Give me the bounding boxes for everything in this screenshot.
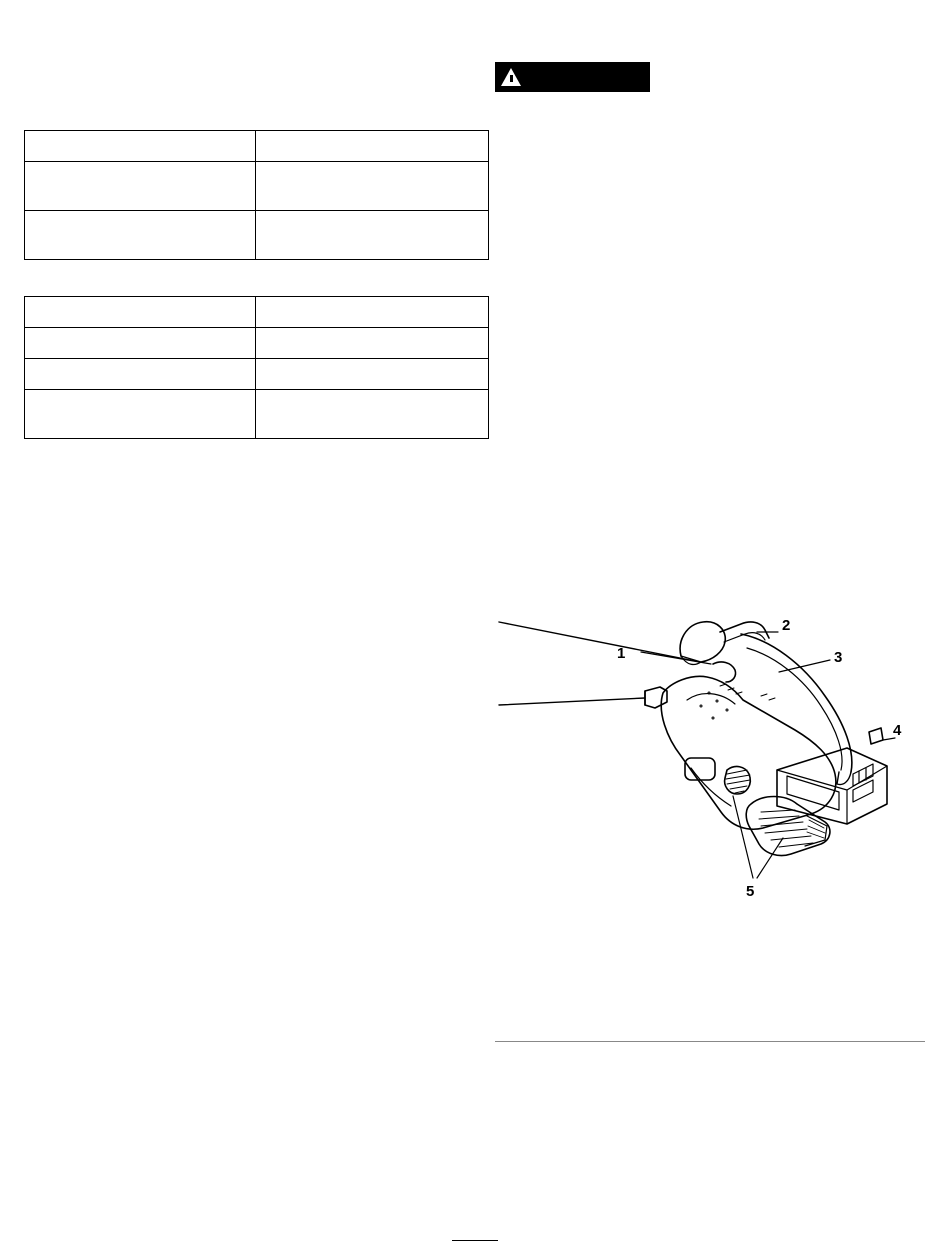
table-cell-label (25, 162, 256, 211)
table-cell-label (25, 131, 256, 162)
blower-diagram-svg (495, 560, 925, 960)
table-row (25, 297, 489, 328)
table-cell-value (256, 297, 489, 328)
lower-vent-endcap-hatch (807, 820, 825, 838)
table-cell-value (256, 328, 489, 359)
rear-arc-inner (747, 648, 842, 770)
section-divider (495, 1041, 925, 1042)
blower-diagram (495, 560, 925, 960)
table-row (25, 211, 489, 260)
callout-leader-5b (757, 838, 783, 878)
handle-loop (680, 622, 725, 662)
callout-label-1: 1 (617, 645, 626, 662)
table-row (25, 328, 489, 359)
table-cell-value (256, 211, 489, 260)
housing-texture-dots (700, 692, 728, 719)
callout-label-5: 5 (746, 883, 755, 900)
table-cell-label (25, 328, 256, 359)
leader-line-left-lower (499, 698, 645, 705)
table-row (25, 162, 489, 211)
table-cell-label (25, 359, 256, 390)
lower-vent-block (746, 797, 830, 856)
rear-arc-foot (837, 772, 851, 785)
table-cell-value (256, 162, 489, 211)
housing-lower-contour (691, 768, 731, 806)
specification-table-1 (24, 130, 489, 260)
warning-triangle-icon (501, 68, 521, 86)
battery-release-latch (869, 728, 883, 744)
leader-line-left-upper (499, 622, 700, 662)
callout-leader-1 (641, 652, 711, 664)
table-row (25, 359, 489, 390)
specification-table-2 (24, 296, 489, 439)
table-cell-label (25, 297, 256, 328)
table-cell-value (256, 359, 489, 390)
table-cell-label (25, 211, 256, 260)
table-cell-value (256, 131, 489, 162)
blower-tube (645, 687, 667, 708)
footer-rule (452, 1240, 498, 1241)
battery-terminals (853, 764, 873, 802)
table-cell-value (256, 390, 489, 439)
callout-label-4: 4 (893, 722, 902, 739)
table-cell-label (25, 390, 256, 439)
callout-label-3: 3 (834, 649, 843, 666)
warning-banner (495, 62, 650, 92)
callout-label-2: 2 (782, 617, 791, 634)
battery-label-panel (787, 776, 839, 810)
table-row (25, 131, 489, 162)
table-row (25, 390, 489, 439)
housing-inner-line (687, 694, 735, 704)
callout-leader-5a (733, 796, 753, 878)
